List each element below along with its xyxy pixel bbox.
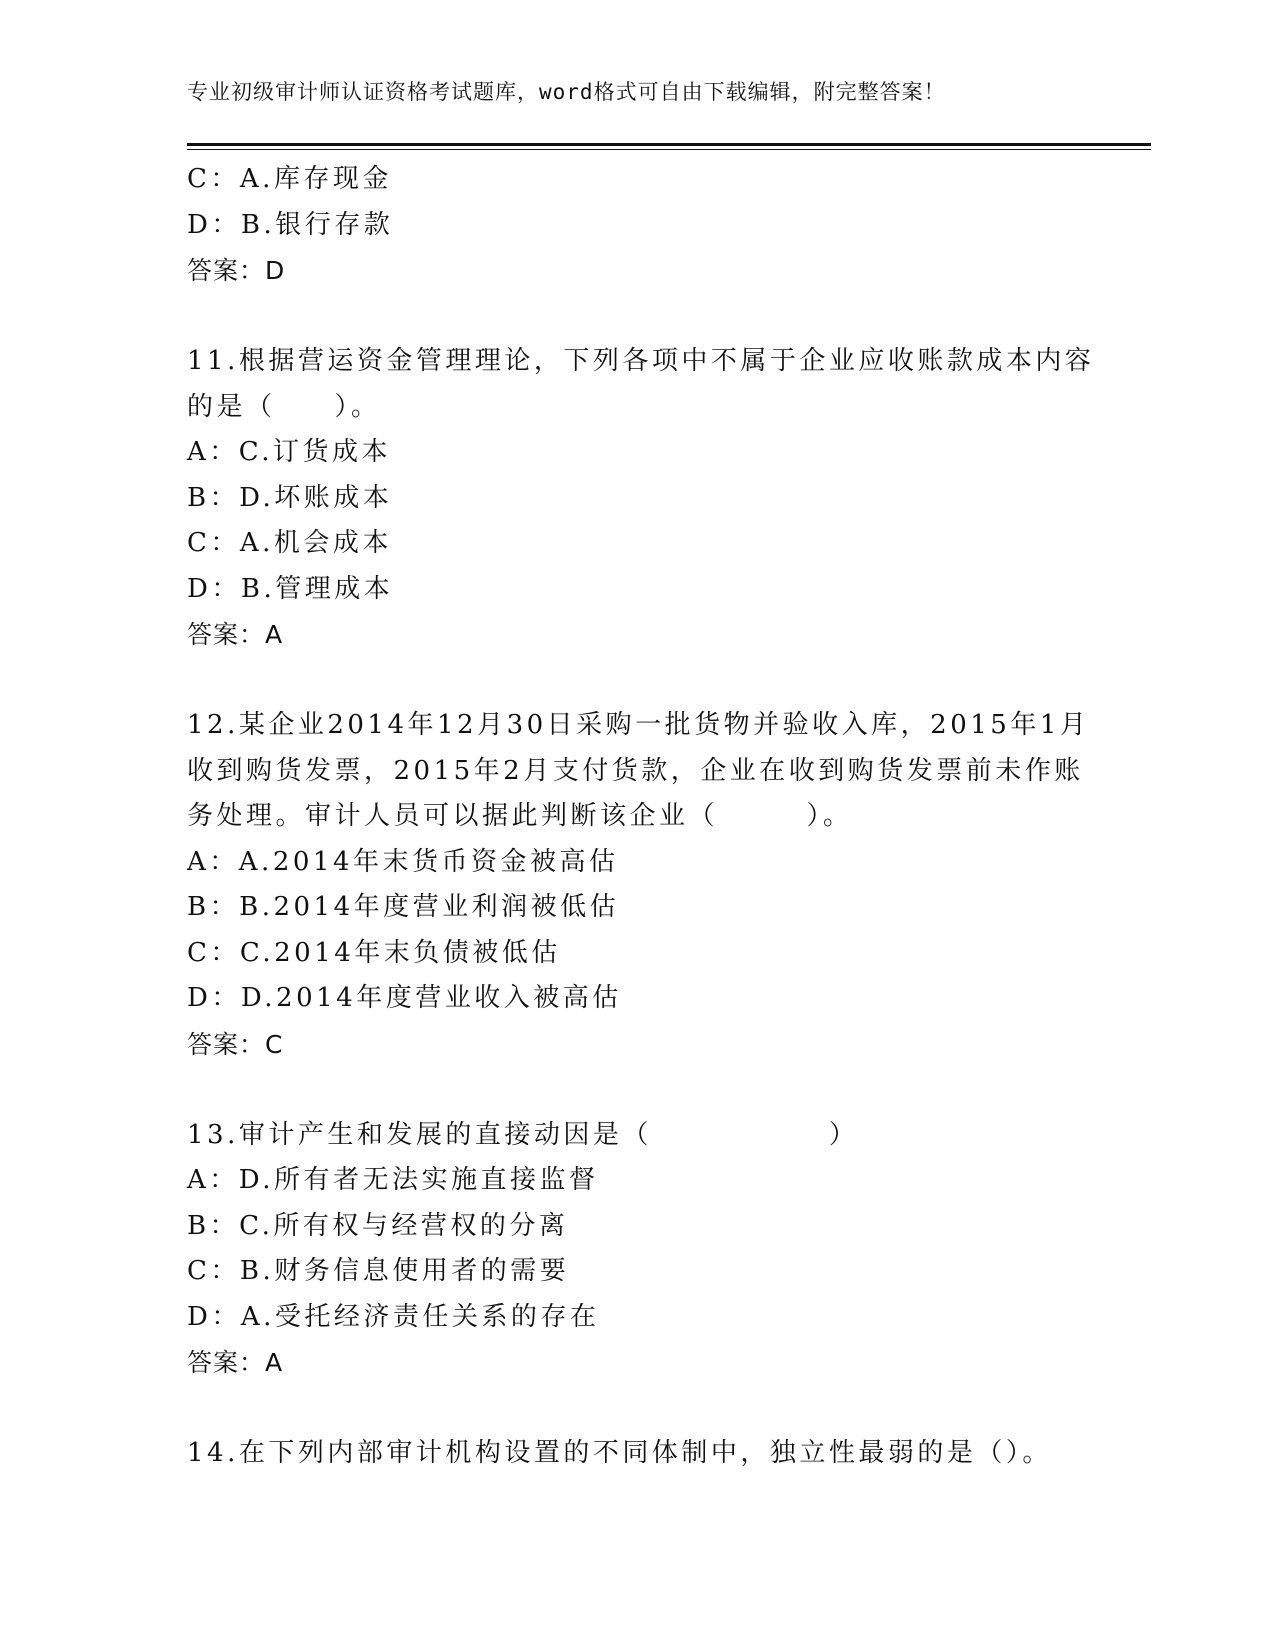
- question-line: 12.某企业2014年12月30日采购一批货物并验收入库，2015年1月: [187, 710, 1090, 740]
- question-line: 收到购货发票，2015年2月支付货款，企业在收到购货发票前未作账: [187, 755, 1084, 786]
- option-line: A：D.所有者无法实施直接监督: [187, 1165, 599, 1195]
- option-line: D：D.2014年度营业收入被高估: [187, 983, 622, 1013]
- question-line: 11.根据营运资金管理理论，下列各项中不属于企业应收账款成本内容: [187, 346, 1095, 376]
- option-line: D：B.管理成本: [187, 573, 394, 604]
- page-header: 专业初级审计师认证资格考试题库，word格式可自由下载编辑，附完整答案！: [187, 80, 946, 104]
- question-line: 14.在下列内部审计机构设置的不同体制中，独立性最弱的是（）。: [187, 1438, 1052, 1468]
- option-line: B：B.2014年度营业利润被低估: [187, 892, 620, 922]
- question-block: [187, 1113, 1087, 1386]
- option-line: B：D.坏账成本: [187, 482, 393, 513]
- option-line: A：C.订货成本: [187, 437, 392, 467]
- question-line: 的是（ ）。: [187, 391, 381, 422]
- header-rule-thin: [187, 149, 1151, 150]
- question-block: [187, 703, 1090, 1067]
- header-rule-thick: [187, 143, 1151, 146]
- answer-line: 答案：D: [187, 256, 286, 285]
- option-line: D：A.受托经济责任关系的存在: [187, 1301, 600, 1332]
- answer-line: 答案：A: [187, 1348, 284, 1377]
- block-spacer: [187, 1067, 1087, 1113]
- option-line: B：C.所有权与经营权的分离: [187, 1210, 569, 1241]
- answer-line: 答案：A: [187, 620, 284, 649]
- option-line: C：A.机会成本: [187, 528, 392, 558]
- block-spacer: [187, 658, 1087, 704]
- question-content: [187, 157, 1095, 1477]
- question-block: [187, 157, 1087, 294]
- question-block: [187, 339, 1095, 658]
- option-line: C：C.2014年末负债被低估: [187, 937, 561, 968]
- question-line: 务处理。审计人员可以据此判断该企业（ ）。: [187, 801, 853, 831]
- option-line: C：A.库存现金: [187, 164, 392, 194]
- option-line: C：B.财务信息使用者的需要: [187, 1256, 570, 1286]
- block-spacer: [187, 1386, 1087, 1432]
- answer-line: 答案：C: [187, 1029, 284, 1059]
- block-spacer: [187, 294, 1087, 340]
- option-line: D：B.银行存款: [187, 209, 394, 240]
- question-line: 13.审计产生和发展的直接动因是（ ）: [187, 1119, 859, 1150]
- question-block: [187, 1431, 1087, 1477]
- option-line: A：A.2014年末货币资金被高估: [187, 846, 619, 877]
